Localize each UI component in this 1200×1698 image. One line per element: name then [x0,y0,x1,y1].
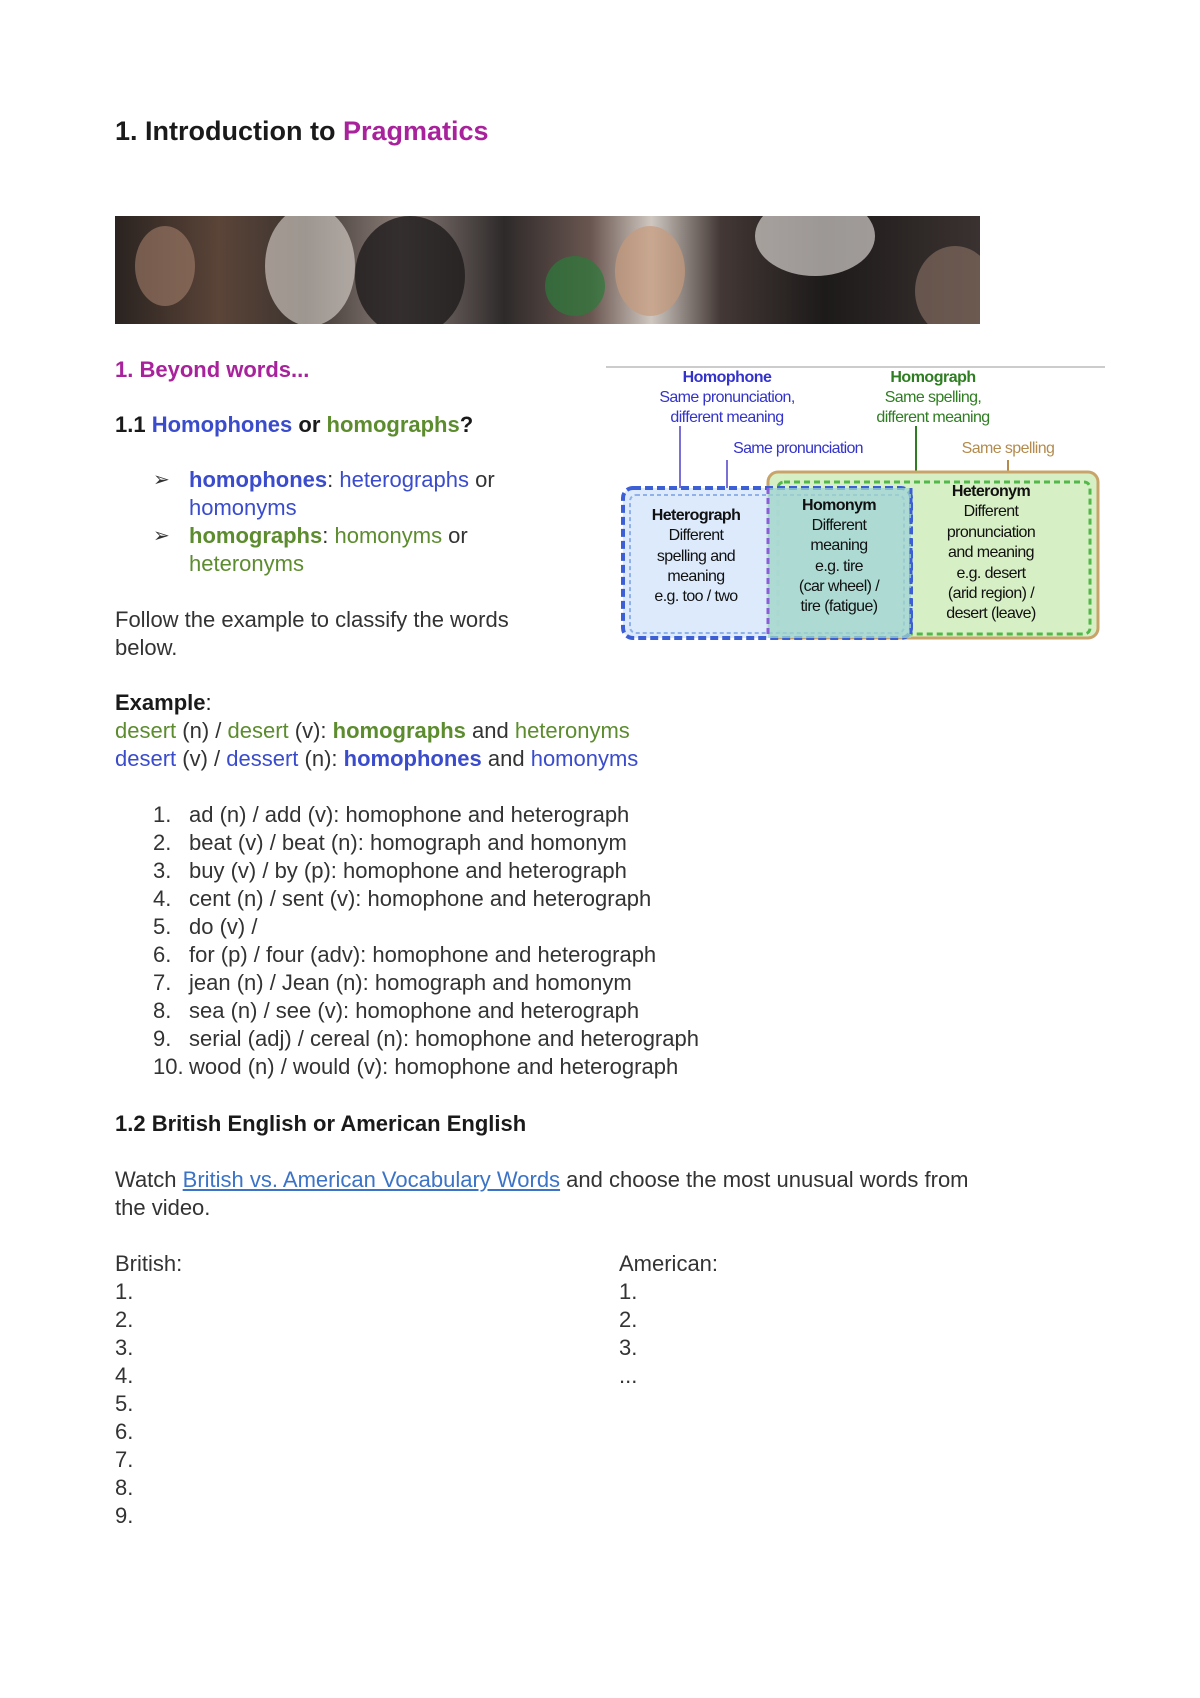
heteronym-line-6: desert (leave) [946,605,1036,622]
homonym-title: Homonym [801,497,877,514]
homonym-line-5: tire (fatigue) [800,598,878,615]
british-item: 8. [115,1475,134,1500]
british-item: 2. [115,1307,134,1332]
instruction-text: Follow the example to classify the words below. [115,607,509,660]
heteronym-title: Heteronym [951,483,1031,500]
example-label: Example: [115,690,212,715]
british-item: 4. [115,1363,134,1388]
list-item: 2. beat (v) / beat (n): homograph and homonym [153,830,627,855]
homophone-line-2: different meaning [670,409,784,426]
american-item: ... [619,1363,638,1388]
video-link[interactable]: British vs. American Vocabulary Words [182,1167,561,1192]
british-column [115,1250,182,1530]
heteronym-line-2: pronunciation [946,524,1036,541]
american-item: 2. [619,1307,638,1332]
american-item: 3. [619,1335,638,1360]
homophone-title: Homophone [682,369,772,386]
list-item: 4. cent (n) / sent (v): homophone and heterograph [153,886,652,911]
heteronym-line-5: (arid region) / [947,585,1035,602]
page-title [115,116,489,147]
title-prefix: 1. Introduction to [115,116,343,146]
list-item: 1. ad (n) / add (v): homophone and heterograph [153,802,630,827]
bullet-list [115,466,555,578]
subsection-heading-1-2: 1.2 British English or American English [115,1111,527,1136]
british-item: 9. [115,1503,134,1528]
heteronym-line-4: e.g. desert [956,565,1026,582]
arrow-bullet-icon: ➢ [153,469,170,491]
homophone-homograph-diagram [600,360,1110,640]
example-line-2: desert (v) / dessert (n): homophones and homonyms [115,746,639,771]
homophone-line-1: Same pronunciation, [659,389,795,406]
homonym-line-4: (car wheel) / [798,578,880,595]
word-pair-list [115,801,699,1081]
american-item: 1. [619,1279,638,1304]
heterograph-line-1: Different [668,527,724,544]
bullet-item-homophones: ➢ homophones: heterographs or homonyms [153,467,495,520]
list-item: 10. wood (n) / would (v): homophone and heterograph [153,1054,679,1079]
section-heading: 1. Beyond words... [115,357,310,382]
british-label: British: [115,1251,183,1276]
list-item: 6. for (p) / four (adv): homophone and heterograph [153,942,657,967]
homograph-line-1: Same spelling, [884,389,982,406]
american-column [619,1250,718,1390]
list-item: 5. do (v) / [153,914,258,939]
bullet-item-homographs: ➢ homographs: homonyms or heteronyms [153,523,468,576]
watch-instruction: Watch British vs. American Vocabulary Words and choose the most unusual words from the video. [115,1167,969,1220]
same-pronunciation-label: Same pronunciation [733,440,863,457]
homograph-title: Homograph [890,369,976,386]
example-line-1: desert (n) / desert (v): homographs and heteronyms [115,718,630,743]
homonym-line-1: Different [811,517,867,534]
homonym-line-3: e.g. tire [815,558,863,575]
subsection-heading-1-1: 1.1 Homophones or homographs? [115,412,474,437]
same-spelling-label: Same spelling [961,440,1055,457]
american-label: American: [619,1251,719,1276]
banner-photo [115,216,980,324]
title-accent: Pragmatics [342,116,489,146]
heterograph-line-3: meaning [667,568,725,585]
list-item: 8. sea (n) / see (v): homophone and heterograph [153,998,640,1023]
list-item: 3. buy (v) / by (p): homophone and heterograph [153,858,627,883]
heterograph-line-4: e.g. too / two [654,588,738,605]
arrow-bullet-icon: ➢ [153,525,170,547]
british-item: 1. [115,1279,134,1304]
british-item: 7. [115,1447,134,1472]
heterograph-line-2: spelling and [656,548,736,565]
british-item: 5. [115,1391,134,1416]
british-item: 3. [115,1335,134,1360]
homograph-line-2: different meaning [876,409,990,426]
list-item: 9. serial (adj) / cereal (n): homophone and heterograph [153,1026,699,1051]
heterograph-title: Heterograph [651,507,741,524]
list-item: 7. jean (n) / Jean (n): homograph and homonym [153,970,632,995]
homonym-line-2: meaning [810,537,868,554]
heteronym-line-1: Different [963,503,1019,520]
heteronym-line-3: and meaning [948,544,1034,561]
british-item: 6. [115,1419,134,1444]
